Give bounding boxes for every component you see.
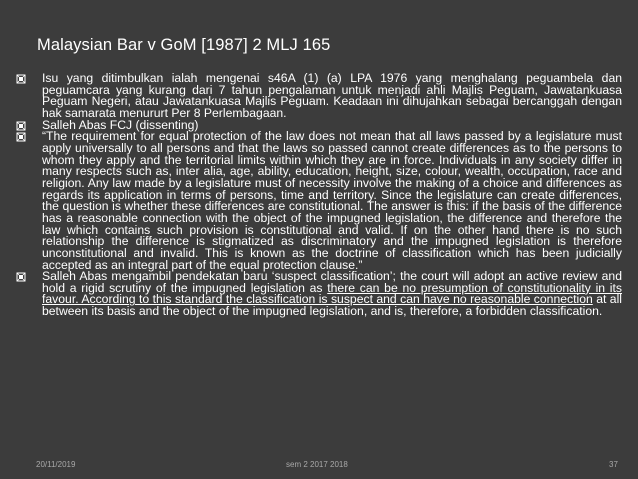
footer-course: sem 2 2017 2018 (286, 460, 348, 469)
bullet-item (16, 131, 622, 271)
ornate-square-bullet-icon (16, 131, 42, 271)
text-run: at all between its basis and the object of the impugned legislation, and is, therefore, a forbidden classification. (42, 292, 622, 319)
slide-body (16, 73, 622, 318)
footer-date: 20/11/2019 (36, 460, 76, 469)
ornate-square-bullet-icon (16, 73, 42, 120)
bullet-text (42, 271, 622, 318)
bullet-text: Salleh Abas FCJ (dissenting) (42, 117, 199, 132)
bullet-item (16, 73, 622, 120)
ornate-square-bullet-icon (16, 120, 42, 132)
quote-text: “The requirement for equal protection of the law does not mean that all laws passed by a legislature must apply universally to all persons and that the laws so passed cannot create differences as to the persons to whom they apply and the territorial limits within which they are in force. Individuals in any society differ in many respects such as, inter alia, age, ability, education, height, size, colour, wealth, occupation, race and religion. Any law made by a legislature must of necessity involve the making of a choice and differences as regards its application in terms of persons, time and territory. Since the legislature can create differences, the question is whether these differences are constitutional. The answer is this: if the basis of the difference has a reasonable connection with the object of the impugned legislation, the difference and therefore the law which contains such provision is constitutional and valid. If on the other hand there is no such relationship the difference is stigmatized as discriminatory and the impugned legislation is therefore unconstitutional and invalid. This is known as the doctrine of classification which has been judicially accepted as an integral part of the equal protection clause.” (42, 129, 622, 272)
slide-title: Malaysian Bar v GoM [1987] 2 MLJ 165 (37, 36, 331, 54)
text-run: Salleh Abas mengambil pendekatan baru ‘suspect classification’; the court will adopt an active review and hold a rigid scrutiny of the impugned legislation as (42, 269, 622, 295)
underlined-text: there can be no presumption of constitutionality in its favour. According to this standard the classification is suspect and can have no reasonable connection (42, 280, 622, 307)
bullet-text: Isu yang ditimbulkan ialah mengenai s46A (1) (a) LPA 1976 yang menghalang peguambela dan peguamcara yang kurang dari 7 tahun pengalaman untuk menjadi ahli Majlis Peguam, Jawatankuasa Peguam Negeri, atau Jawatankuasa Majlis Peguam. Keadaan ini dihujahkan sebagai bercanggah dengan hak samarata menururt Per 8 Perlembagaan. (42, 71, 622, 120)
bullet-item (16, 271, 622, 318)
page-number: 37 (609, 460, 618, 469)
ornate-square-bullet-icon (16, 271, 42, 318)
